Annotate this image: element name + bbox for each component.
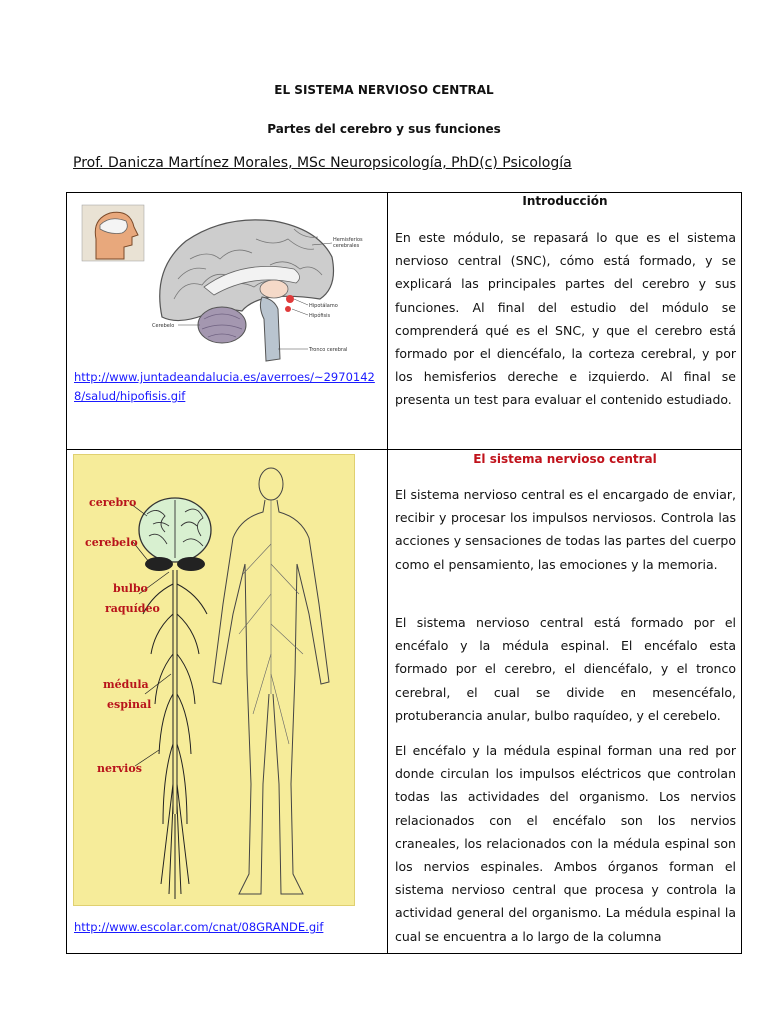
intro-heading: Introducción <box>522 194 608 208</box>
nervous-system-image <box>73 454 355 906</box>
snc-paragraph-1: El sistema nervioso central es el encargado de enviar, recibir y procesar los impulsos nerviosos. Controla las acciones y sensaciones de todas las partes del cuerpo como el pensamiento, las emociones y la memoria. <box>395 487 736 572</box>
snc-paragraph-2: El sistema nervioso central está formado por el encéfalo y la médula espinal. El encéfalo esta formado por el cerebro, el diencéfalo, y el tronco cerebral, el cual se divide en mesencéfalo, protuberancia anular, bulbo raquídeo, y el cerebelo. <box>395 615 736 723</box>
page-subtitle: Partes del cerebro y sus funciones <box>267 122 501 136</box>
label-espinal: espinal <box>107 698 152 711</box>
label-medula: médula <box>103 678 149 691</box>
label-hipofisis: Hipófisis <box>309 313 331 319</box>
snc-paragraph-3: El encéfalo y la médula espinal forman una red por donde circulan los impulsos eléctricos que controlan todas las actividades del organismo. Los nervios relacionados con el encéfalo son los nervios craneales, los relacionados con la médula espinal son los nervios espinales. Ambos órganos forman el sistema nervioso central que procesa y controla la actividad general del organismo. La médula espinal la cual se encuentra a lo largo de la columna <box>395 743 736 944</box>
label-tronco: Tronco cerebral <box>309 347 348 353</box>
label-cerebro: cerebro <box>89 496 137 509</box>
intro-paragraph: En este módulo, se repasará lo que es el sistema nervioso central (SNC), cómo está formado, y se explicará las principales partes del cerebro y sus funciones. Al final del estudio del módulo se comprenderá qué es el SNC, y que el cerebro está formado por el diencéfalo, la corteza cerebral, y por los hemisferios dereche e izquierdo. Al final se presenta un test para evaluar el contenido estudiado. <box>395 230 736 408</box>
image-source-link-1[interactable]: http://www.juntadeandalucia.es/averroes/~29701428/salud/hipofisis.gif <box>74 370 375 403</box>
brain-illustration <box>139 498 211 571</box>
label-bulbo: bulbo <box>113 582 148 595</box>
author-line: Prof. Danicza Martínez Morales, MSc Neuropsicología, PhD(c) Psicología <box>73 155 572 171</box>
label-cerebelo-small: Cerebelo <box>152 323 175 329</box>
label-nervios: nervios <box>97 762 142 775</box>
table-column-divider <box>387 193 388 953</box>
snc-heading: El sistema nervioso central <box>473 452 657 466</box>
table-row-divider <box>67 449 741 450</box>
image-source-link-2[interactable]: http://www.escolar.com/cnat/08GRANDE.gif <box>74 920 324 934</box>
head-profile-icon <box>82 205 144 261</box>
label-cerebelo: cerebelo <box>85 536 138 549</box>
label-raquideo: raquídeo <box>105 602 160 615</box>
label-cerebrales: cerebrales <box>333 243 360 249</box>
page-title: EL SISTEMA NERVIOSO CENTRAL <box>274 83 494 97</box>
label-hipotalamo: Hipotálamo <box>309 303 338 309</box>
content-table <box>66 192 742 954</box>
label-hemisferios: Hemisferios <box>333 237 363 243</box>
brain-section-image <box>74 199 380 365</box>
